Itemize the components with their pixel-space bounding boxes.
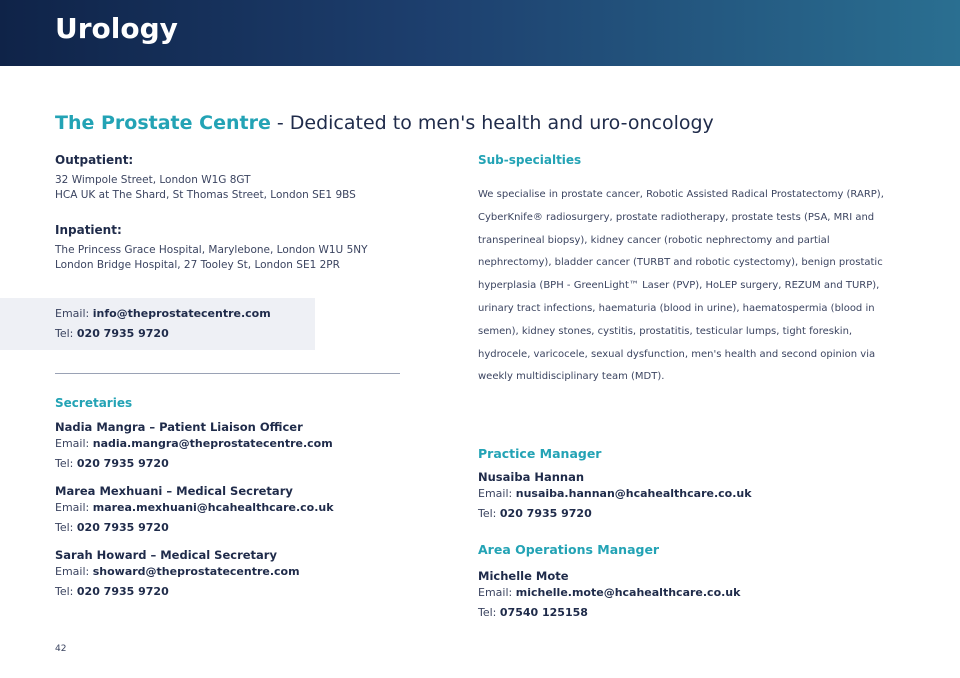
area-ops-manager-heading: Area Operations Manager (478, 542, 660, 557)
secretary-name: Sarah Howard – Medical Secretary (55, 548, 277, 562)
centre-contact (55, 304, 271, 344)
practice-manager-tel-link[interactable]: 020 7935 9720 (499, 507, 592, 520)
centre-email-line (55, 304, 271, 324)
tel-label: Tel: (55, 327, 74, 340)
practice-manager-tel-line (478, 504, 752, 524)
secretary-entry (55, 548, 334, 602)
secretaries-heading: Secretaries (55, 396, 133, 410)
section-heading (55, 112, 714, 134)
tel-label: Tel: (55, 521, 74, 534)
practice-manager-email-link[interactable]: nusaiba.hannan@hcahealthcare.co.uk (515, 487, 752, 500)
practice-manager-section (478, 446, 752, 524)
inpatient-address-2: London Bridge Hospital, 27 Tooley St, London SE1 2PR (55, 259, 340, 271)
email-label: Email: (55, 437, 90, 450)
inpatient-address-1: The Princess Grace Hospital, Marylebone, London W1U 5NY (55, 244, 368, 256)
area-ops-manager-tel-line (478, 603, 740, 623)
outpatient-address-1: 32 Wimpole Street, London W1G 8GT (55, 174, 251, 186)
centre-tel-line (55, 324, 271, 344)
subspecialties-section (478, 153, 888, 389)
email-label: Email: (55, 501, 90, 514)
practice-manager-name: Nusaiba Hannan (478, 470, 585, 484)
area-ops-manager-email-line (478, 583, 740, 603)
page-number: 42 (55, 644, 67, 654)
outpatient-block (55, 153, 356, 203)
secretary-tel-link[interactable]: 020 7935 9720 (76, 521, 169, 534)
email-label: Email: (55, 565, 90, 578)
secretary-email-line (55, 498, 334, 518)
tel-label: Tel: (478, 507, 497, 520)
inpatient-block (55, 223, 368, 273)
secretaries-section (55, 396, 334, 602)
secretary-email-line (55, 434, 334, 454)
outpatient-label: Outpatient: (55, 153, 134, 167)
practice-manager-heading: Practice Manager (478, 446, 602, 461)
tel-label: Tel: (55, 585, 74, 598)
practice-manager-email-line (478, 484, 752, 504)
inpatient-label: Inpatient: (55, 223, 122, 237)
secretary-tel-line (55, 582, 334, 602)
centre-tel-link[interactable]: 020 7935 9720 (76, 327, 169, 340)
area-ops-manager-section (478, 542, 740, 623)
secretary-entry (55, 420, 334, 474)
centre-email-link[interactable]: info@theprostatecentre.com (92, 307, 271, 320)
section-divider (55, 373, 400, 374)
subspecialties-text: We specialise in prostate cancer, Robotic Assisted Radical Prostatectomy (RARP), CyberKnife® radiosurgery, prostate radiotherapy, prostate tests (PSA, MRI and transperineal biopsy), kidney cancer (robotic nephrectomy and partial nephrectomy), bladder cancer (TURBT and robotic cystectomy), benign prostatic hyperplasia (BPH - GreenLight™ Laser (PVP), HoLEP surgery, REZUM and TURP), urinary tract infections, haematuria (blood in urine), haematospermia (blood in semen), kidney stones, cystitis, prostatitis, testicular lumps, tight foreskin, hydrocele, varicocele, sexual dysfunction, men's health and second opinion via weekly multidisciplinary team (MDT). (478, 189, 884, 383)
secretary-name: Marea Mexhuani – Medical Secretary (55, 484, 293, 498)
heading-tagline: Dedicated to men's health and uro-oncology (289, 112, 714, 134)
heading-separator: - (270, 112, 290, 134)
secretary-email-link[interactable]: nadia.mangra@theprostatecentre.com (92, 437, 333, 450)
secretary-tel-line (55, 454, 334, 474)
secretary-email-link[interactable]: marea.mexhuani@hcahealthcare.co.uk (92, 501, 334, 514)
secretary-entry (55, 484, 334, 538)
outpatient-address-2: HCA UK at The Shard, St Thomas Street, London SE1 9BS (55, 189, 356, 201)
area-ops-manager-name: Michelle Mote (478, 569, 569, 583)
email-label: Email: (55, 307, 90, 320)
brand-name: The Prostate Centre (55, 112, 271, 134)
secretary-email-link[interactable]: showard@theprostatecentre.com (92, 565, 300, 578)
secretary-tel-link[interactable]: 020 7935 9720 (76, 585, 169, 598)
secretary-name: Nadia Mangra – Patient Liaison Officer (55, 420, 303, 434)
tel-label: Tel: (478, 606, 497, 619)
header-banner (0, 0, 960, 66)
area-ops-manager-email-link[interactable]: michelle.mote@hcahealthcare.co.uk (515, 586, 741, 599)
subspecialties-heading: Sub-specialties (478, 153, 582, 167)
secretary-tel-link[interactable]: 020 7935 9720 (76, 457, 169, 470)
tel-label: Tel: (55, 457, 74, 470)
page-title: Urology (55, 12, 178, 45)
area-ops-manager-tel-link[interactable]: 07540 125158 (499, 606, 588, 619)
email-label: Email: (478, 487, 513, 500)
secretary-tel-line (55, 518, 334, 538)
email-label: Email: (478, 586, 513, 599)
secretary-email-line (55, 562, 334, 582)
